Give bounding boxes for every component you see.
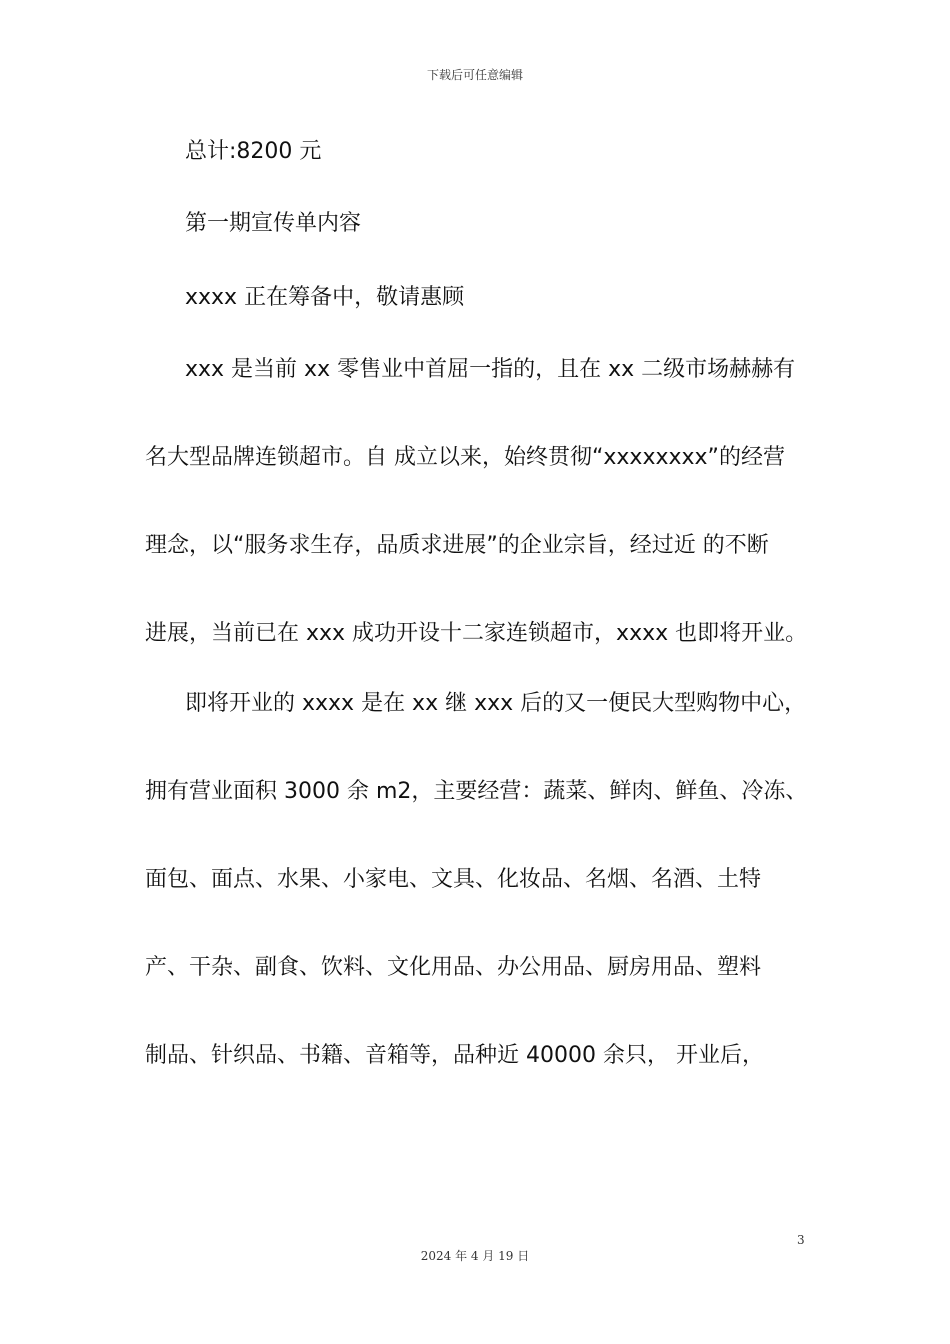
paragraph-line: 产、干杂、副食、饮料、文化用品、办公用品、厨房用品、塑料 [145,955,762,980]
paragraph-line: 制品、针织品、书籍、音箱等，品种近 40000 余只， 开业后， [145,1043,764,1068]
paragraph-line: 即将开业的 xxxx 是在 xx 继 xxx 后的又一便民大型购物中心， [185,691,807,716]
footer-date: 2024 年 4 月 19 日 [420,1249,530,1263]
paragraph-line: 面包、面点、水果、小家电、文具、化妆品、名烟、名酒、土特 [145,867,762,892]
paragraph-line: 进展，当前已在 xxx 成功开设十二家连锁超市，xxxx 也即将开业。 [145,621,808,646]
paragraph-line: xxxx 正在筹备中，敬请惠顾 [185,285,465,310]
paragraph-line: xxx 是当前 xx 零售业中首屈一指的，且在 xx 二级市场赫赫有 [185,357,796,382]
total-line: 总计:8200 元 [185,139,322,164]
paragraph-line: 名大型品牌连锁超市。自 成立以来，始终贯彻“xxxxxxxx”的经营 [145,445,785,470]
page-number: 3 [797,1233,805,1247]
paragraph-line: 理念，以“服务求生存，品质求进展”的企业宗旨，经过近 的不断 [145,533,769,558]
page-header: 下载后可任意编辑 [426,68,523,82]
section-title: 第一期宣传单内容 [185,211,362,236]
paragraph-line: 拥有营业面积 3000 余 m2，主要经营：蔬菜、鲜肉、鲜鱼、冷冻、 [145,779,808,804]
